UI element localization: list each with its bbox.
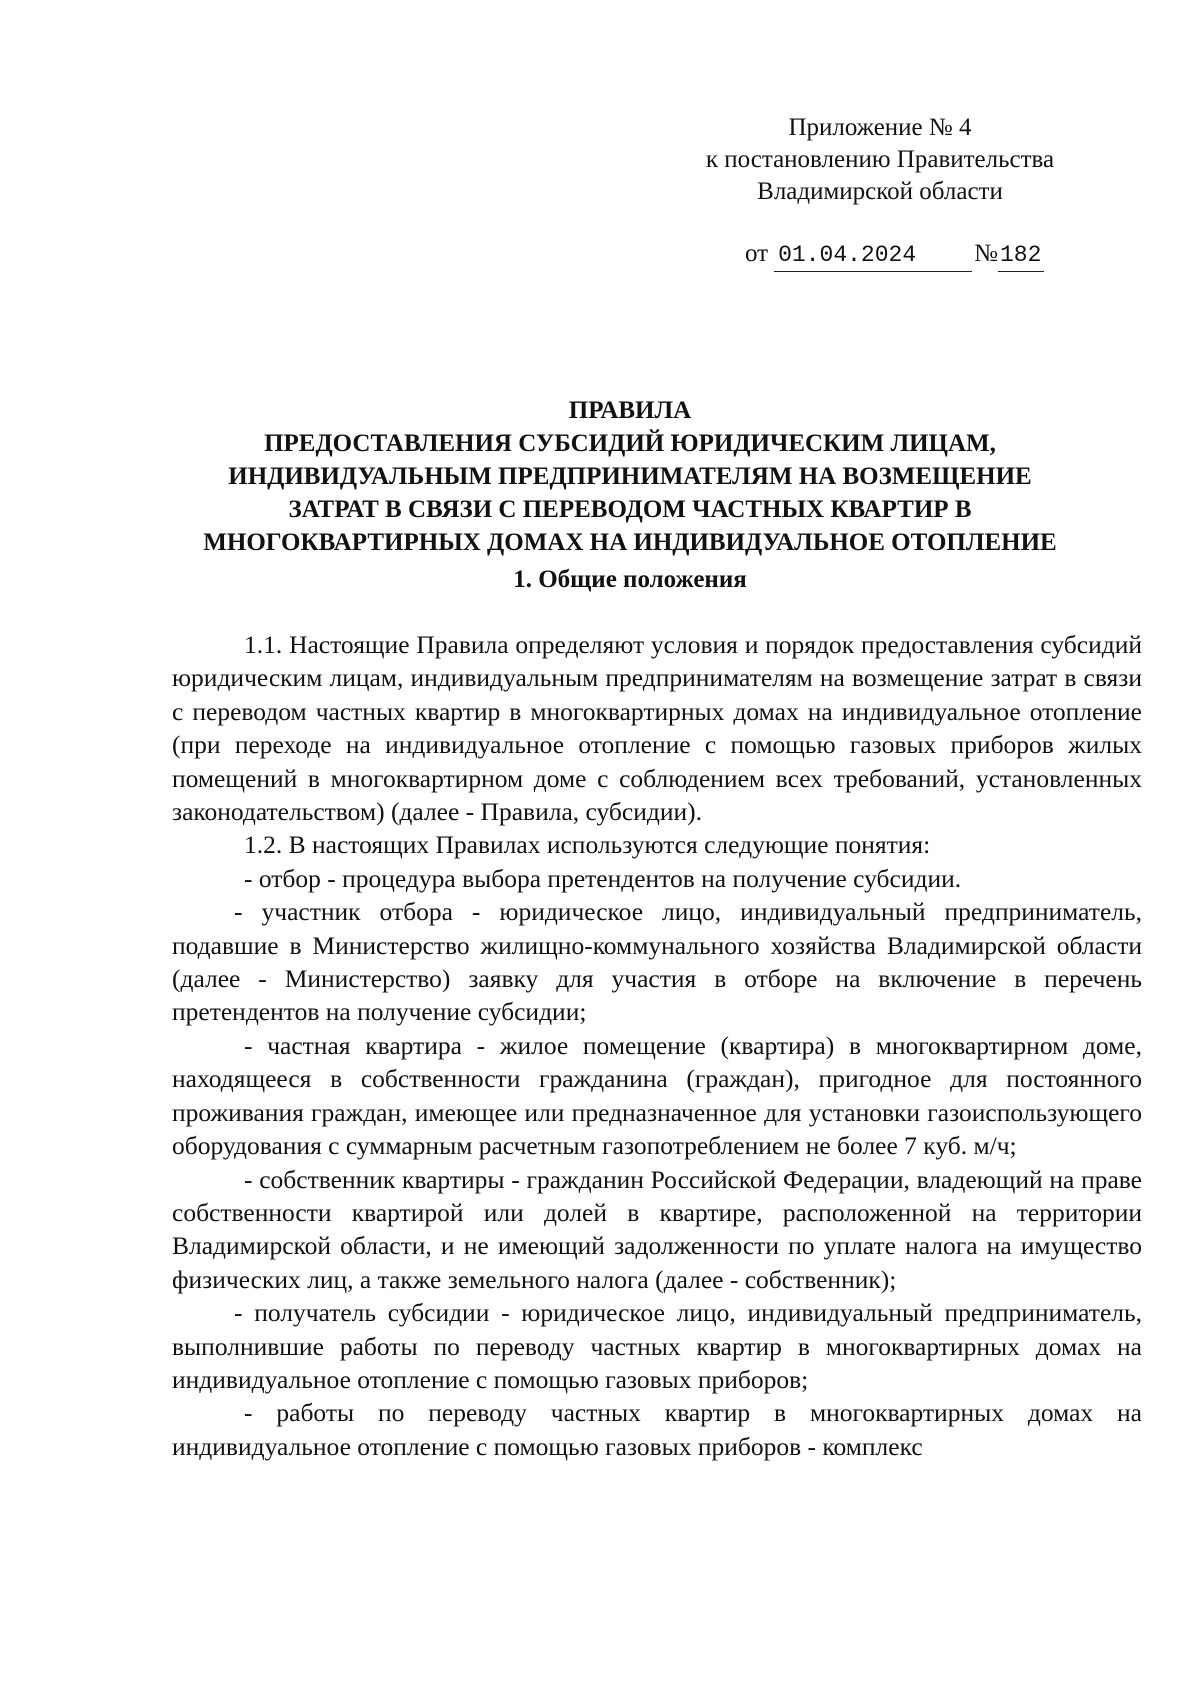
section-heading: 1. Общие положения (513, 566, 747, 593)
number-label: № (974, 240, 998, 267)
definition-private-apartment: - частная квартира - жилое помещение (квартира) в многоквартирном доме, находящееся в собственности гражданина (граждан), пригодное для постоянного проживания граждан, имеющее или предназначенное для установки газоиспользующего оборудования с суммарным расчетным газопотреблением не более 7 куб. м/ч; (172, 1030, 1142, 1161)
definition-works: - работы по переводу частных квартир в многоквартирных домах на индивидуальное отопление с помощью газовых приборов - комплекс (172, 1398, 1142, 1461)
title-line-3: ИНДИВИДУАЛЬНЫМ ПРЕДПРИНИМАТЕЛЯМ НА ВОЗМЕЩЕНИЕ (228, 463, 1032, 490)
definition-participant: - участник отбора - юридическое лицо, индивидуальный предприниматель, подавшие в Министерство жилищно-коммунального хозяйства Владимирской области (далее - Министерство) заявку для участия в отборе на включение в перечень претендентов на получение субсидии; (172, 897, 1142, 1027)
document-title (170, 394, 1090, 559)
appendix-reference (660, 112, 1100, 208)
date-field: 01.04.2024 (774, 239, 972, 272)
document-date-line (745, 238, 1044, 272)
number-field: 182 (998, 239, 1044, 272)
title-line-4: ЗАТРАТ В СВЯЗИ С ПЕРЕВОДОМ ЧАСТНЫХ КВАРТИР В (288, 496, 972, 523)
paragraph-1-1: 1.1. Настоящие Правила определяют условия и порядок предоставления субсидий юридическим лицам, индивидуальным предпринимателям на возмещение затрат в связи с переводом частных квартир в многоквартирных домах на индивидуальное отопление (при переходе на индивидуальное отопление с помощью газовых приборов жилых помещений в многоквартирном доме с соблюдением всех требований, установленных законодательством) (далее - Правила, субсидии). (172, 630, 1142, 827)
title-line-1: ПРАВИЛА (568, 397, 692, 424)
definition-owner: - собственник квартиры - гражданин Российской Федерации, владеющий на праве собственности квартирой или долей в квартире, расположенной на территории Владимирской области, и не имеющий задолженности по уплате налога на имущество физических лиц, а также земельного налога (далее - собственник); (172, 1164, 1142, 1294)
definition-recipient: - получатель субсидии - юридическое лицо, индивидуальный предприниматель, выполнившие работы по переводу частных квартир в многоквартирных домах на индивидуальное отопление с помощью газовых приборов; (172, 1298, 1142, 1394)
date-prefix: от (745, 240, 769, 267)
appendix-region: Владимирской области (757, 178, 1003, 205)
appendix-number: Приложение № 4 (788, 114, 972, 141)
document-body (172, 628, 1142, 1463)
title-line-2: ПРЕДОСТАВЛЕНИЯ СУБСИДИЙ ЮРИДИЧЕСКИМ ЛИЦАМ, (264, 430, 996, 457)
definition-selection: - отбор - процедура выбора претендентов на получение субсидии. (244, 863, 962, 893)
title-line-5: МНОГОКВАРТИРНЫХ ДОМАХ НА ИНДИВИДУАЛЬНОЕ ОТОПЛЕНИЕ (203, 529, 1057, 556)
paragraph-1-2: 1.2. В настоящих Правилах используются следующие понятия: (244, 830, 931, 860)
appendix-resolution: к постановлению Правительства (705, 146, 1055, 173)
